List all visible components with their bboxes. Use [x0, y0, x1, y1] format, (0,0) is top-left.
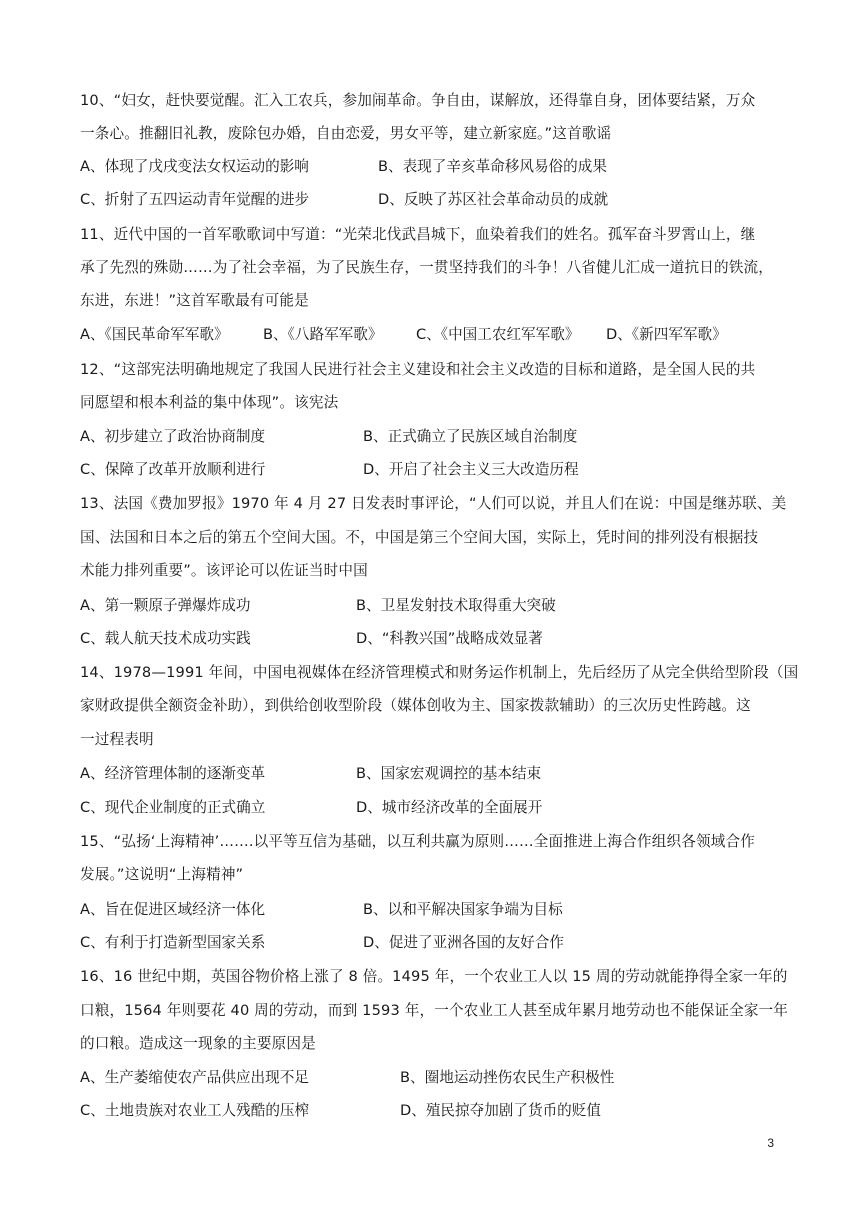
- question-10-option-b: B、表现了辛亥革命移风易俗的成果: [378, 158, 607, 175]
- question-14-option-a: A、经济管理体制的逐渐变革: [80, 765, 266, 782]
- question-16-stem-line-1: 16、16 世纪中期，英国谷物价格上涨了 8 倍。1495 年，一个农业工人以 15 周的劳动就能挣得全家一年的: [80, 968, 788, 985]
- question-16-stem-line-3: 的口粮。造成这一现象的主要原因是: [80, 1035, 316, 1052]
- question-14-option-c: C、现代企业制度的正式确立: [80, 799, 266, 816]
- question-12-stem-line-1: 12、“这部宪法明确地规定了我国人民进行社会主义建设和社会主义改造的目标和道路，是全国人民的共: [80, 361, 756, 378]
- question-13-stem-line-3: 术能力排列重要”。该评论可以佐证当时中国: [80, 562, 368, 579]
- question-15-option-d: D、促进了亚洲各国的友好合作: [363, 934, 564, 951]
- question-12-option-b: B、正式确立了民族区域自治制度: [363, 428, 578, 445]
- question-14-stem-line-2: 家财政提供全额资金补助），到供给创收型阶段（媒体创收为主、国家拨款辅助）的三次历史性跨越。这: [80, 697, 751, 714]
- question-11-option-b: B、《八路军军歌》: [263, 326, 383, 343]
- question-14-stem-line-1: 14、1978—1991 年间，中国电视媒体在经济管理模式和财务运作机制上，先后经历了从完全供给型阶段（国: [80, 664, 799, 681]
- question-16-option-b: B、圈地运动挫伤农民生产积极性: [400, 1069, 615, 1086]
- page-number: 3: [767, 1136, 774, 1150]
- question-15-option-c: C、有利于打造新型国家关系: [80, 934, 266, 951]
- question-11-option-d: D、《新四军军歌》: [606, 326, 727, 343]
- question-16-option-a: A、生产萎缩使农产品供应出现不足: [80, 1069, 309, 1086]
- question-13-stem-line-2: 国、法国和日本之后的第五个空间大国。不，中国是第三个空间大国，实际上，凭时间的排列没有根据技: [80, 529, 759, 546]
- question-11-stem-line-2: 承了先烈的殊勋……为了社会幸福，为了民族生存，一贯坚持我们的斗争！八省健儿汇成一道抗日的铁流，: [80, 259, 773, 276]
- question-15-stem-line-2: 发展。”这说明“上海精神”: [80, 866, 244, 883]
- question-10-option-d: D、反映了苏区社会革命动员的成就: [378, 191, 609, 208]
- question-11-stem-line-1: 11、近代中国的一首军歌歌词中写道：“光荣北伐武昌城下，血染着我们的姓名。孤军奋斗罗霄山上，继: [80, 226, 756, 243]
- question-11-stem-line-3: 东进，东进！”这首军歌最有可能是: [80, 292, 309, 309]
- question-12-option-c: C、保障了改革开放顺利进行: [80, 461, 266, 478]
- question-14-option-d: D、城市经济改革的全面展开: [356, 799, 543, 816]
- question-12-option-a: A、初步建立了政治协商制度: [80, 428, 266, 445]
- question-10-stem-line-1: 10、“妇女，赶快要觉醒。汇入工农兵，参加闹革命。争自由，谋解放，还得靠自身，团体要结紧，万众: [80, 92, 756, 109]
- question-10-option-a: A、体现了戊戌变法女权运动的影响: [80, 158, 309, 175]
- question-15-option-a: A、旨在促进区域经济一体化: [80, 901, 266, 918]
- question-16-stem-line-2: 口粮，1564 年则要花 40 周的劳动，而到 1593 年，一个农业工人甚至成年累月地劳动也不能保证全家一年: [80, 1002, 789, 1019]
- question-12-stem-line-2: 同愿望和根本利益的集中体现”。该宪法: [80, 394, 339, 411]
- question-12-option-d: D、开启了社会主义三大改造历程: [363, 461, 579, 478]
- question-16-option-c: C、土地贵族对农业工人残酷的压榨: [80, 1102, 310, 1119]
- question-11-option-a: A、《国民革命军军歌》: [80, 326, 229, 343]
- question-11-option-c: C、《中国工农红军军歌》: [416, 326, 580, 343]
- question-13-option-a: A、第一颗原子弹爆炸成功: [80, 597, 251, 614]
- question-10-stem-line-2: 一条心。推翻旧礼教，废除包办婚，自由恋爱，男女平等，建立新家庭。”这首歌谣: [80, 125, 612, 142]
- question-13-option-d: D、“科教兴国”战略成效显著: [356, 630, 543, 647]
- question-16-option-d: D、殖民掠夺加剧了货币的贬值: [400, 1102, 601, 1119]
- question-14-option-b: B、国家宏观调控的基本结束: [356, 765, 542, 782]
- question-10-option-c: C、折射了五四运动青年觉醒的进步: [80, 191, 310, 208]
- question-15-stem-line-1: 15、“弘扬‘上海精神’…….以平等互信为基础，以互利共赢为原则……全面推进上海合作组织各领域合作: [80, 833, 755, 850]
- question-13-option-b: B、卫星发射技术取得重大突破: [356, 597, 556, 614]
- question-13-stem-line-1: 13、法国《费加罗报》1970 年 4 月 27 日发表时事评论，“人们可以说，并且人们在说：中国是继苏联、美: [80, 495, 787, 512]
- question-15-option-b: B、以和平解决国家争端为目标: [363, 901, 563, 918]
- question-14-stem-line-3: 一过程表明: [80, 731, 154, 748]
- question-13-option-c: C、载人航天技术成功实践: [80, 630, 251, 647]
